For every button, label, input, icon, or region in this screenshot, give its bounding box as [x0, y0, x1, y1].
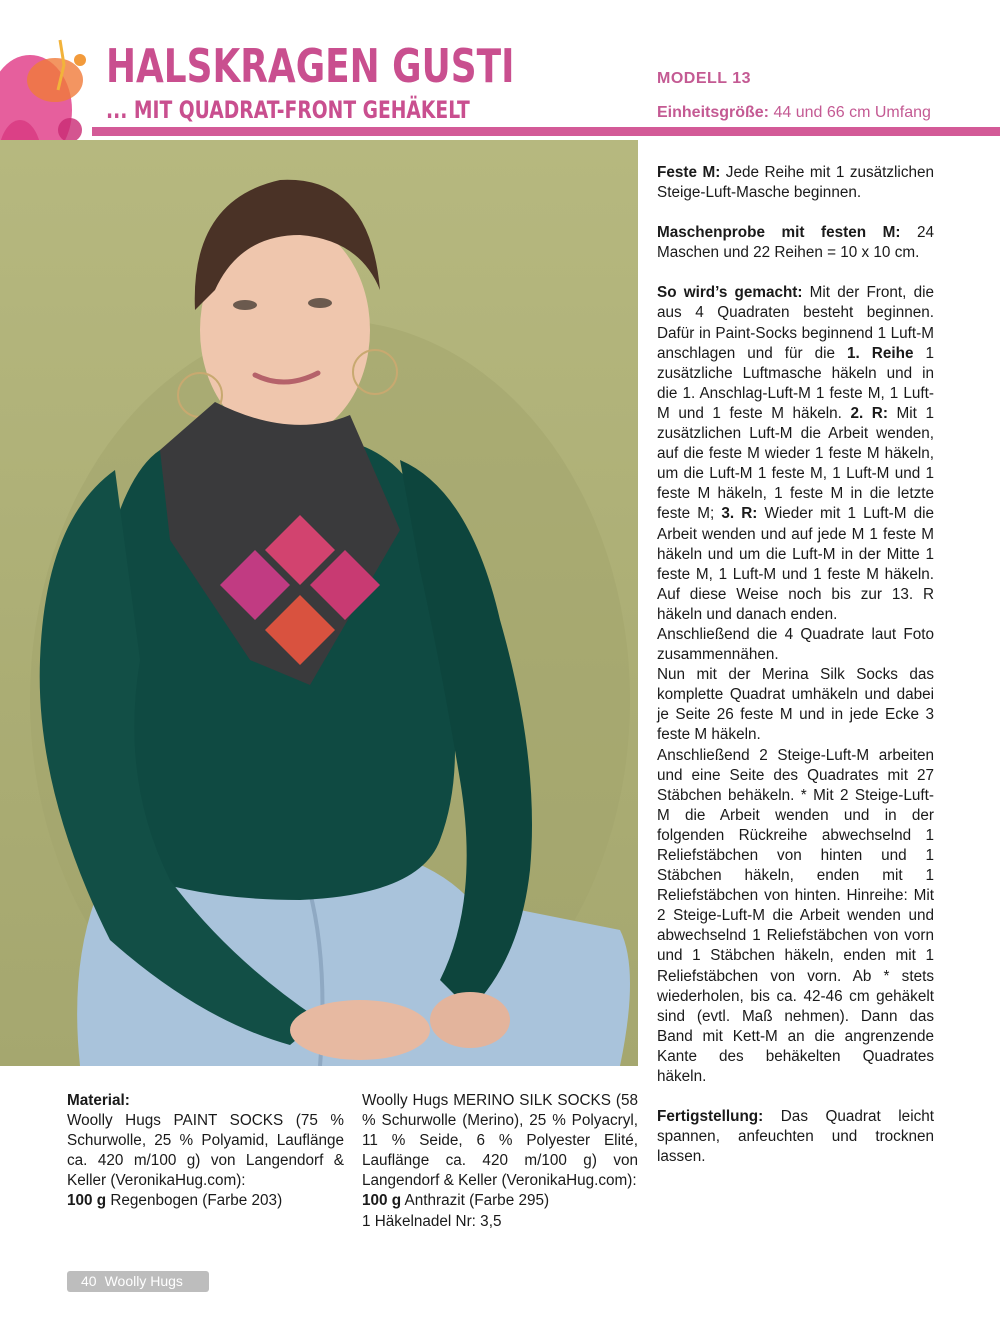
instruction-para4: Anschließend 2 Steige-Luft-M arbeiten und eine Seite des Quadrates mit 27 Stäbchen behäkeln. * Mit 2 Steige-Luft-M die Arbeit wenden und in der folgenden Rückreihe abwechselnd 1 Reliefstäbchen von hinten und 1 Stäbchen häkeln, enden mit 1 Reliefstäbchen von hinten. Hinreihe: Mit 2 Steige-Luft-M die Arbeit wenden und abwechselnd 1 Reliefstäbchen von vorn und 1 Stäbchen häkeln, enden mit 1 Reliefstäbchen von vorn. Ab * stets wiederholen, bis ca. 42-46 cm gehäkelt sind (evtl. Maß nehmen). Dann das Band mit Kett-M an die angrenzende Kante des behäkelten Quadrates häkeln. — [657, 746, 934, 1086]
finish-text: Das Quadrat leicht spannen, anfeuchten und trocknen lassen. — [657, 1108, 934, 1166]
instructions-column — [657, 163, 934, 1187]
instruction-how — [657, 283, 934, 625]
yarn2-color: Anthrazit (Farbe 295) — [401, 1192, 550, 1210]
how-text-1: Mit der Front, die aus 4 Quadraten besteht beginnen. Dafür in Paint-Socks beginnend 1 Luft-M anschlagen und für die — [657, 284, 934, 362]
feste-label: Feste M: — [657, 164, 721, 181]
model-photo-illustration — [0, 140, 638, 1066]
yarn1-amount: 100 g — [67, 1192, 107, 1210]
instruction-finish — [657, 1107, 934, 1167]
probe-label: Maschenprobe mit festen M: — [657, 224, 901, 242]
model-photo — [0, 140, 638, 1066]
material-heading: Material: — [67, 1092, 130, 1109]
yarn1-color: Regenbogen (Farbe 203) — [106, 1192, 283, 1210]
yarn1-description: Woolly Hugs PAINT SOCKS (75 % Schurwolle, 25 % Polyamid, Lauflänge ca. 420 m/100 g) von Langendorf & Keller (VeronikaHug.com): — [67, 1112, 344, 1190]
instruction-para3: Nun mit der Merina Silk Socks das komplette Quadrat umhäkeln und dabei je Seite 26 feste M und in jede Ecke 3 feste M häkeln. — [657, 666, 934, 744]
how-text-3: Mit 1 zusätzlichen Luft-M die Arbeit wenden, auf die feste M wieder 1 feste M häkeln, um die Luft-M 1 feste M, 1 Luft-M und 1 feste M häkeln, 1 feste M in die letzte feste M; — [657, 404, 934, 523]
how-r3: 3. R: — [721, 505, 758, 523]
how-text-4: Wieder mit 1 Luft-M die Arbeit wenden und auf jede M 1 feste M häkeln und um die Luft-M in der Mitte 1 feste M, 1 Luft-M und 1 feste M häkeln. Auf diese Weise noch bis zur 13. R häkeln und danach enden. — [657, 505, 934, 623]
size-label: Einheitsgröße: — [657, 104, 770, 121]
yarn1-amount-line — [67, 1191, 344, 1211]
finish-label: Fertigstellung: — [657, 1108, 764, 1126]
model-number: MODELL 13 — [657, 70, 751, 87]
instruction-feste-m — [657, 163, 934, 203]
material-column-2 — [362, 1091, 638, 1232]
hands — [290, 1000, 430, 1060]
yarn2-amount-line — [362, 1191, 638, 1211]
size-info — [657, 104, 931, 122]
footer-brand: Woolly Hugs — [104, 1273, 183, 1289]
yarn2-description: Woolly Hugs MERINO SILK SOCKS (58 % Schurwolle (Merino), 25 % Polyacryl, 11 % Seide, 6 % Polyester Elité, Lauflänge ca. 420 m/100 g) von Langendorf & Keller (VeronikaHug.com): — [362, 1092, 638, 1190]
size-value: 44 und 66 cm Umfang — [769, 104, 931, 121]
page-footer — [67, 1271, 209, 1292]
how-reihe1: 1. Reihe — [847, 344, 914, 362]
yarn2-amount: 100 g — [362, 1192, 402, 1210]
page-subtitle: ... MIT QUADRAT-FRONT GEHÄKELT — [106, 96, 470, 124]
material-column-1 — [67, 1091, 344, 1212]
instruction-maschenprobe — [657, 223, 934, 263]
instruction-para2: Anschließend die 4 Quadrate laut Foto zusammennähen. — [657, 625, 934, 664]
page-number: 40 — [81, 1273, 97, 1289]
how-r2: 2. R: — [850, 404, 888, 422]
page-title: HALSKRAGEN GUSTI — [106, 39, 515, 93]
how-label: So wird’s gemacht: — [657, 284, 803, 302]
feste-text: Jede Reihe mit 1 zusätzlichen Steige-Luft-Masche beginnen. — [657, 164, 934, 202]
header-divider — [92, 127, 1000, 136]
probe-text: 24 Maschen und 22 Reihen = 10 x 10 cm. — [657, 224, 934, 262]
how-text-2: 1 zusätzliche Luftmasche häkeln und in die 1. Anschlag-Luft-M 1 feste M, 1 Luft-M und 1 feste M häkeln. — [657, 344, 934, 422]
needle-info: 1 Häkelnadel Nr: 3,5 — [362, 1212, 502, 1230]
